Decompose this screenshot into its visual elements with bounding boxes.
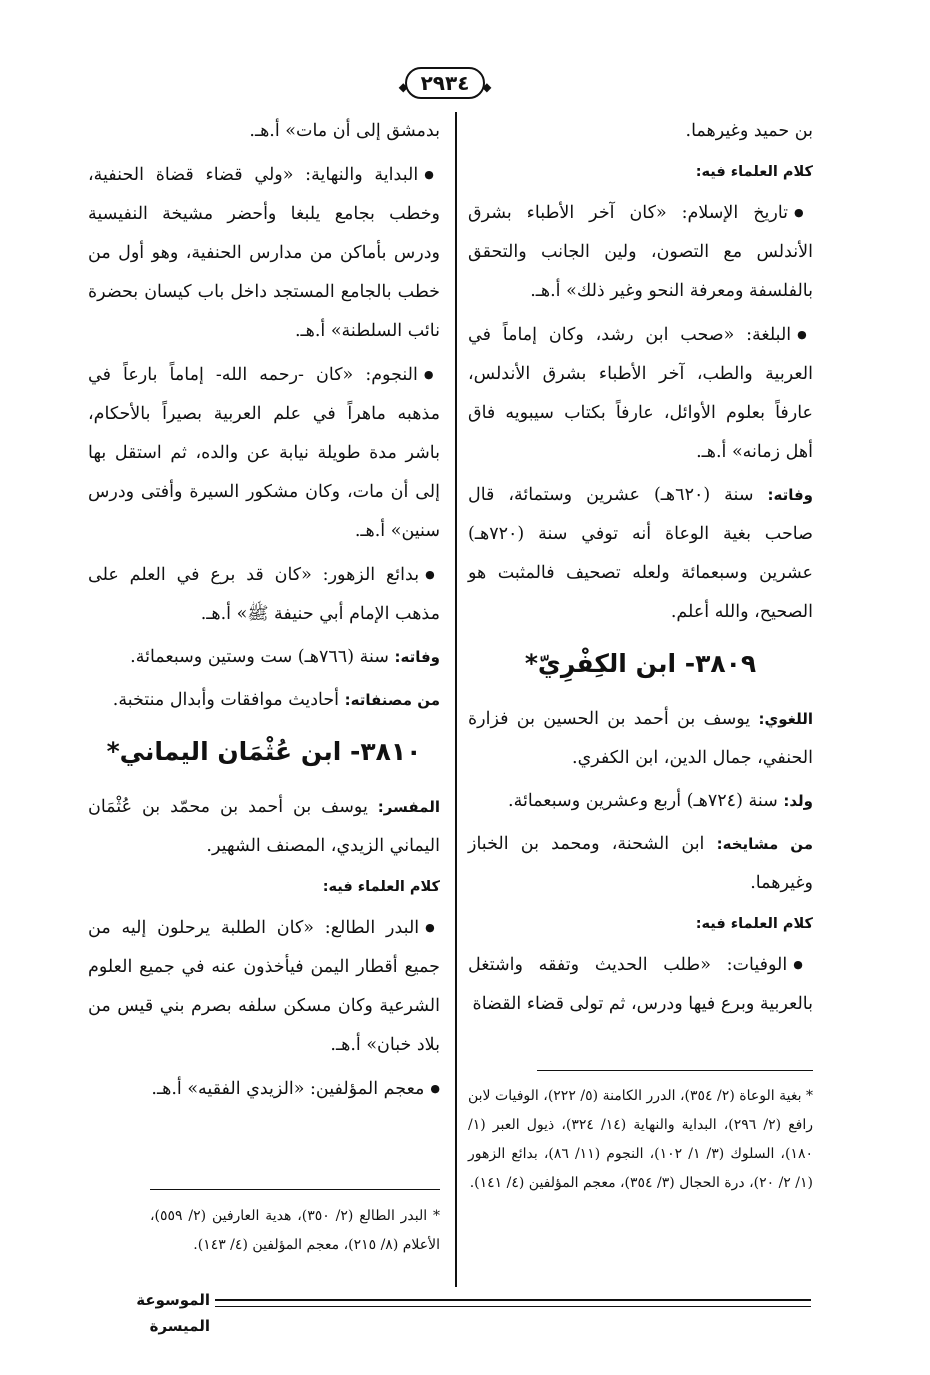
quote-paragraph: ● النجوم: «كان -رحمه الله- إماماً بارعاً في مذهبه ماهراً في علم العربية بصيراً بالأحكام، باشر مدة طويلة نيابة عن والده، ثم استقل بها إلى أن مات، وكان مشكور السيرة وأفتى ودرس سنين» أ.هـ. [88, 355, 440, 551]
footnote-left: * البدر الطالع (٢/ ٣٥٠)، هدية العارفين (٢/ ٥٥٩)، الأعلام (٨/ ٢١٥)، معجم المؤلفين (٤/ ١٤٣). [150, 1208, 440, 1253]
exegete-text: يوسف بن أحمد بن محمّد بن عُثْمَان اليماني الزيدي، المصنف الشهير. [88, 797, 440, 856]
death-label: وفاته: [767, 486, 814, 504]
quote-paragraph: ● الوفيات: «طلب الحديث وتفقه واشتغل بالعربية وبرع فيها ودرس، ثم تولى قضاء القضاة [468, 945, 813, 1024]
teachers-paragraph [468, 825, 813, 903]
linguist-label: اللغوي: [758, 710, 813, 728]
exegete-label: المفسر: [377, 798, 440, 816]
page-number: ◆ ٢٩٣٤ ◆ [405, 67, 486, 99]
paragraph: بدمشق إلى أن مات» أ.هـ. [249, 121, 440, 141]
section-heading: كلام العلماء فيه: [695, 916, 813, 932]
death-text: سنة (٧٦٦هـ) ست وستين وسبعمائة. [130, 647, 389, 667]
quote-paragraph: ● البدر الطالع: «كان الطلبة يرحلون إليه من جميع أقطار اليمن فيأخذون عنه في جميع العلوم الشرعية وكان مسكن سلفه بصرم بني قيس من بلاد خبان» أ.هـ. [88, 908, 440, 1065]
section-heading: كلام العلماء فيه: [322, 879, 440, 895]
works-label: من مصنفاته: [344, 691, 440, 709]
teachers-label: من مشايخه: [716, 835, 813, 853]
page-number-header [395, 66, 495, 100]
works-paragraph [88, 681, 440, 720]
footnote-right: * بغية الوعاة (٢/ ٣٥٤)، الدرر الكامنة (٥/ ٢٢٢)، الوفيات لابن رافع (٢/ ٢٩٦)، البداية والنهاية (١٤/ ٣٢٤)، ذيول العبر (١/ ١٨٠)، السلوك (٣/ ١/ ١٠٢)، النجوم (١١/ ٨٦)، بدائع الزهور (١/ ٢/ ٢٠)، درة الحجال (٣/ ٣٥٤)، معجم المؤلفين (٤/ ١٤١). [468, 1088, 814, 1191]
linguist-text: يوسف بن أحمد بن الحسين بن فزارة الحنفي، جمال الدين، ابن الكفري. [468, 709, 813, 768]
quote-paragraph: ● بدائع الزهور: «كان قد برع في العلم على مذهب الإمام أبي حنيفة ﷺ» أ.هـ. [88, 555, 440, 634]
quote-paragraph: ● تاريخ الإسلام: «كان آخر الأطباء بشرق الأندلس مع التصون، ولين الجانب والتحقق بالفلسفة ومعرفة النحو وغير ذلك» أ.هـ. [468, 193, 813, 311]
exegete-paragraph [88, 788, 440, 866]
death-paragraph [468, 476, 813, 632]
death-label: وفاته: [394, 648, 440, 666]
born-text: سنة (٧٢٤هـ) أربع وعشرين وسبعمائة. [508, 791, 778, 811]
works-text: أحاديث موافقات وأبدال منتخبة. [112, 690, 340, 710]
teachers-text: ابن الشحنة، ومحمد بن الخباز وغيرهما. [468, 834, 813, 893]
quote-paragraph: ● البداية والنهاية: «ولي قضاء قضاة الحنفية، وخطب بجامع يلبغا وأحضر مشيخة النفيسية ودرس بأماكن من مدارس الحنفية، وهو أول من خطب بالجامع المستجد داخل باب كيسان بحضرة نائب السلطنة» أ.هـ. [88, 155, 440, 351]
paragraph: بن حميد وغيرهما. [685, 121, 813, 141]
quote-paragraph: ● معجم المؤلفين: «الزيدي الفقيه» أ.هـ. [88, 1069, 440, 1109]
footnote-divider [150, 1189, 440, 1190]
quote-paragraph: ● البلغة: «صحب ابن رشد، وكان إماماً في العربية والطب، آخر الأطباء بشرق الأندلس، عارفاً بعلوم الأوائل، عارفاً بكتاب سيبويه فاق أهل زمانه» أ.هـ. [468, 315, 813, 472]
footer-label: الموسوعة الميسرة [136, 1291, 210, 1335]
born-paragraph [468, 782, 813, 821]
born-label: ولد: [783, 792, 813, 810]
entry-title: ٣٨١٠- ابن عُثْمَان اليماني* [106, 737, 422, 766]
linguist-paragraph [468, 700, 813, 778]
death-paragraph [88, 638, 440, 677]
left-column [88, 112, 440, 1113]
entry-title: ٣٨٠٩- ابن الكِفْرِيّ* [524, 649, 757, 678]
section-heading: كلام العلماء فيه: [695, 164, 813, 180]
column-divider [455, 112, 457, 1287]
footer-rule [215, 1299, 811, 1307]
death-text: سنة (٦٢٠هـ) عشرين وستمائة، قال صاحب بغية الوعاة أنه توفي سنة (٧٢٠هـ) عشرين وسبعمائة ولعله تصحيف فالمثبت هو الصحيح، والله أعلم. [468, 485, 813, 622]
right-column [468, 112, 813, 1028]
footnote-divider [537, 1070, 813, 1071]
